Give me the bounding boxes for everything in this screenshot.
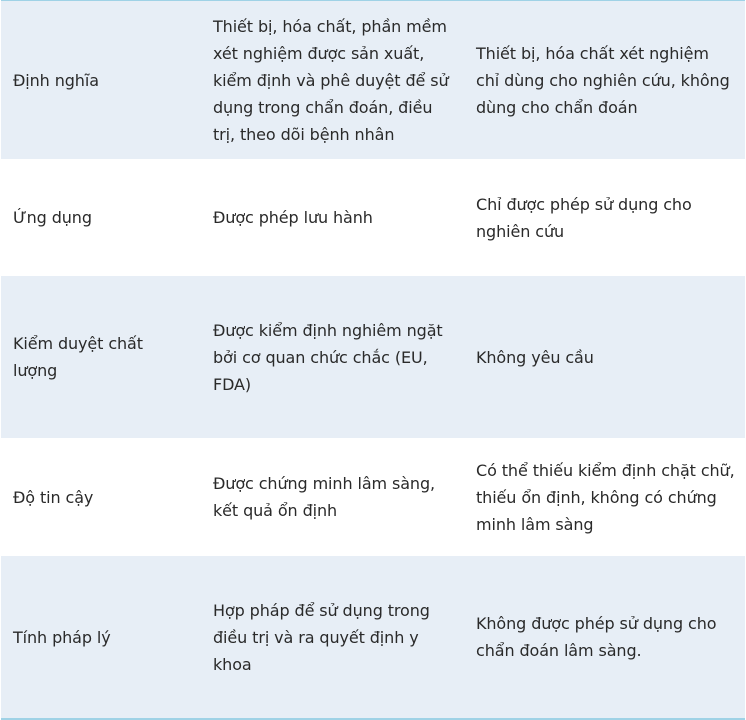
table-row — [1, 1, 745, 159]
cell-ruo: Chỉ được phép sử dụng cho nghiên cứu — [476, 194, 692, 241]
row-label: Ứng dụng — [13, 208, 92, 227]
table-row — [1, 159, 745, 276]
cell-ivd: Thiết bị, hóa chất, phần mềm xét nghiệm được sản xuất, kiểm định và phê duyệt để sử dụng trong chẩn đoán, điều trị, theo dõi bệnh nhân — [213, 16, 449, 144]
row-label: Kiểm duyệt chất lượng — [13, 334, 143, 380]
cell-ivd: Được kiểm định nghiêm ngặt bởi cơ quan chức chắc (EU, FDA) — [213, 320, 443, 394]
cell-ivd: Được phép lưu hành — [213, 208, 373, 227]
cell-ivd: Hợp pháp để sử dụng trong điều trị và ra quyết định y khoa — [213, 600, 430, 674]
comparison-table — [1, 0, 745, 720]
row-label: Tính pháp lý — [13, 627, 111, 647]
row-label: Định nghĩa — [13, 70, 99, 90]
table-row — [1, 556, 745, 718]
cell-ruo: Thiết bị, hóa chất xét nghiệm chỉ dùng cho nghiên cứu, không dùng cho chẩn đoán — [476, 43, 730, 117]
cell-ruo: Không được phép sử dụng cho chẩn đoán lâm sàng. — [476, 614, 717, 660]
row-label: Độ tin cậy — [13, 487, 94, 507]
cell-ruo: Có thể thiếu kiểm định chặt chữ, thiếu ổn định, không có chứng minh lâm sàng — [476, 460, 735, 534]
table-row — [1, 276, 745, 438]
cell-ivd: Được chứng minh lâm sàng, kết quả ổn định — [213, 474, 436, 520]
cell-ruo: Không yêu cầu — [476, 347, 594, 367]
table-row — [1, 438, 745, 556]
